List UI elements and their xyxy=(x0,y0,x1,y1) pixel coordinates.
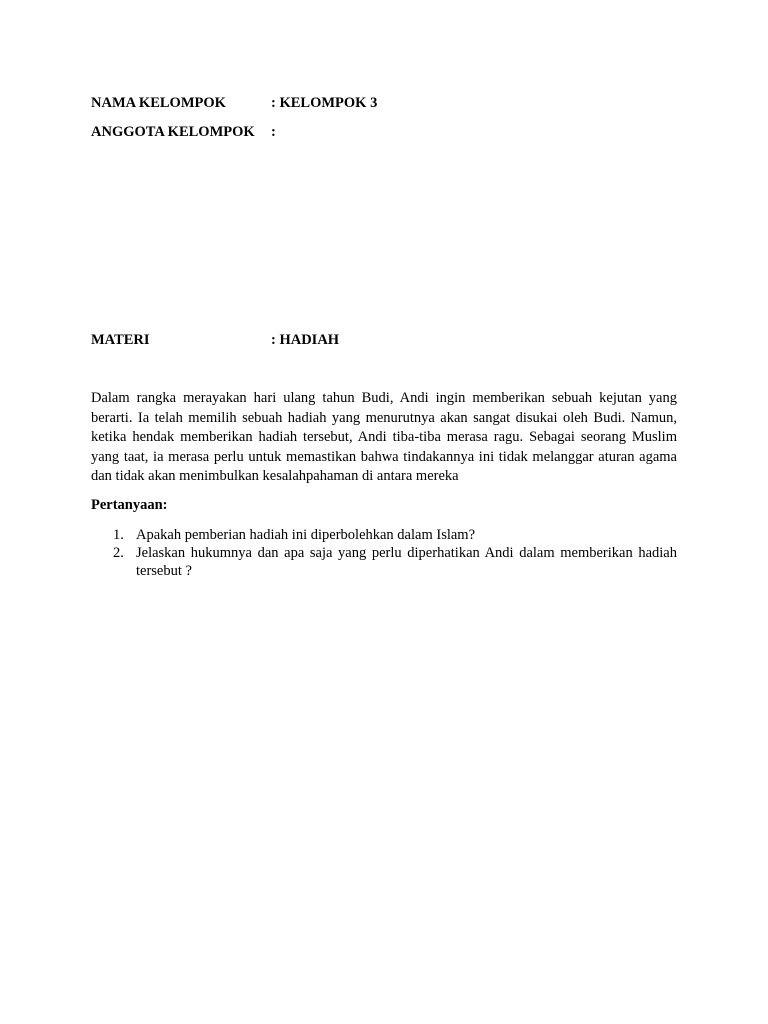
question-text: Apakah pemberian hadiah ini diperbolehkan dalam Islam? xyxy=(136,527,476,543)
nama-kelompok-row xyxy=(91,94,378,112)
case-paragraph: Dalam rangka merayakan hari ulang tahun Budi, Andi ingin memberikan sebuah kejutan yang berarti. Ia telah memilih sebuah hadiah yang menurutnya akan sangat disukai oleh Budi. Namun, ketika hendak memberikan hadiah tersebut, Andi tiba-tiba merasa ragu. Sebagai seorang Muslim yang taat, ia merasa perlu untuk memastikan bahwa tindakannya ini tidak melanggar aturan agama dan tidak akan menimbulkan kesalahpahaman di antara mereka xyxy=(91,390,677,484)
question-number: 1. xyxy=(113,527,124,543)
anggota-kelompok-row xyxy=(91,123,276,141)
list-item xyxy=(91,526,677,544)
materi-row xyxy=(91,331,340,349)
questions-heading: Pertanyaan: xyxy=(91,497,168,513)
list-item xyxy=(91,544,677,580)
question-text: Jelaskan hukumnya dan apa saja yang perlu diperhatikan Andi dalam memberikan hadiah tersebut ? xyxy=(136,545,677,579)
question-number: 2. xyxy=(113,545,124,561)
materi-label: MATERI xyxy=(91,332,150,348)
question-list xyxy=(91,526,677,580)
anggota-kelompok-value: : xyxy=(271,124,276,140)
nama-kelompok-label: NAMA KELOMPOK xyxy=(91,95,226,111)
materi-value: : HADIAH xyxy=(271,332,340,348)
nama-kelompok-value: : KELOMPOK 3 xyxy=(271,95,378,111)
anggota-kelompok-label: ANGGOTA KELOMPOK xyxy=(91,124,255,140)
